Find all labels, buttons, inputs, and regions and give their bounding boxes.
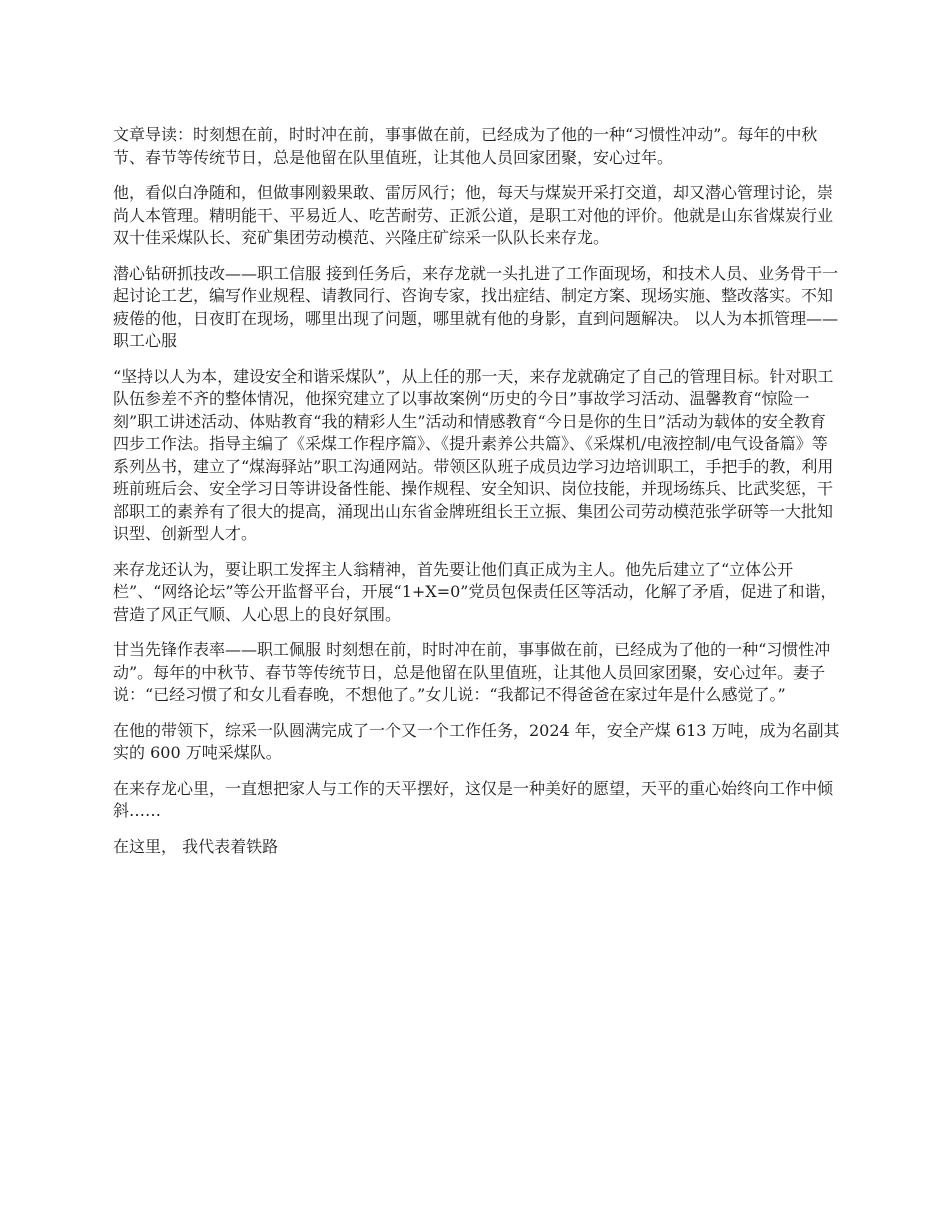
paragraph-vanguard: 甘当先锋作表率——职工佩服 时刻想在前，时时冲在前，事事做在前，已经成为了他的一种“习惯性冲动”。每年的中秋节、春节等传统节日，总是他留在队里值班，让其他人员回家团聚，安心过年。妻子说：“已经习惯了和女儿看春晚，不想他了。”女儿说：“我都记不得爸爸在家过年是什么感觉了。” xyxy=(113,640,831,704)
paragraph-achievement: 在他的带领下，综采一队圆满完成了一个又一个工作任务，2024 年，安全产煤 613 万吨，成为名副其实的 600 万吨采煤队。 xyxy=(113,720,840,762)
paragraph-technical: 潜心钻研抓技改——职工信服 接到任务后，来存龙就一头扎进了工作面现场，和技术人员、业务骨干一起讨论工艺，编写作业规程、请教同行、咨询专家，找出症结、制定方案、现场实施、整改落实。不知疲倦的他，日夜盯在现场，哪里出现了问题，哪里就有他的身影，直到问题解决。 以人为本抓管理——职工心服 xyxy=(113,263,839,350)
paragraph-intro: 文章导读：时刻想在前，时时冲在前，事事做在前，已经成为了他的一种“习惯性冲动”。每年的中秋节、春节等传统节日，总是他留在队里值班，让其他人员回家团聚，安心过年。 xyxy=(113,125,818,167)
paragraph-balance: 在来存龙心里，一直想把家人与工作的天平摆好，这仅是一种美好的愿望，天平的重心始终向工作中倾斜…… xyxy=(113,778,834,820)
paragraph-railway: 在这里， 我代表着铁路 xyxy=(113,836,279,856)
paragraph-profile: 他，看似白净随和，但做事刚毅果敢、雷厉风行；他，每天与煤炭开采打交道，却又潜心管理讨论，崇尚人本管理。精明能干、平易近人、吃苦耐劳、正派公道，是职工对他的评价。他就是山东省煤炭行业双十佳采煤队长、兖矿集团劳动模范、兴隆庄矿综采一队队长来存龙。 xyxy=(113,183,834,247)
paragraph-management: “坚持以人为本，建设安全和谐采煤队”，从上任的那一天，来存龙就确定了自己的管理目标。针对职工队伍参差不齐的整体情况，他探究建立了以事故案例“历史的今日”事故学习活动、温馨教育“惊险一刻”职工讲述活动、体贴教育“我的精彩人生”活动和情感教育“今日是你的生日”活动为载体的安全教育四步工作法。指导主编了《采煤工作程序篇》、《提升素养公共篇》、《采煤机/电液控制/电气设备篇》等系列丛书，建立了“煤海驿站”职工沟通网站。带领区队班子成员边学习边培训职工，手把手的教，利用班前班后会、安全学习日等讲设备性能、操作规程、安全知识、岗位技能，并现场练兵、比武奖惩，干部职工的素养有了很大的提高，涌现出山东省金牌班组长王立振、集团公司劳动模范张学研等一大批知识型、创新型人才。 xyxy=(113,366,834,543)
document-body xyxy=(113,124,841,871)
paragraph-ownership: 来存龙还认为，要让职工发挥主人翁精神，首先要让他们真正成为主人。他先后建立了“立体公开栏”、“网络论坛”等公开监督平台，开展“1+X=0”党员包保责任区等活动，化解了矛盾，促进了和谐，营造了风正气顺、人心思上的良好氛围。 xyxy=(113,559,837,624)
